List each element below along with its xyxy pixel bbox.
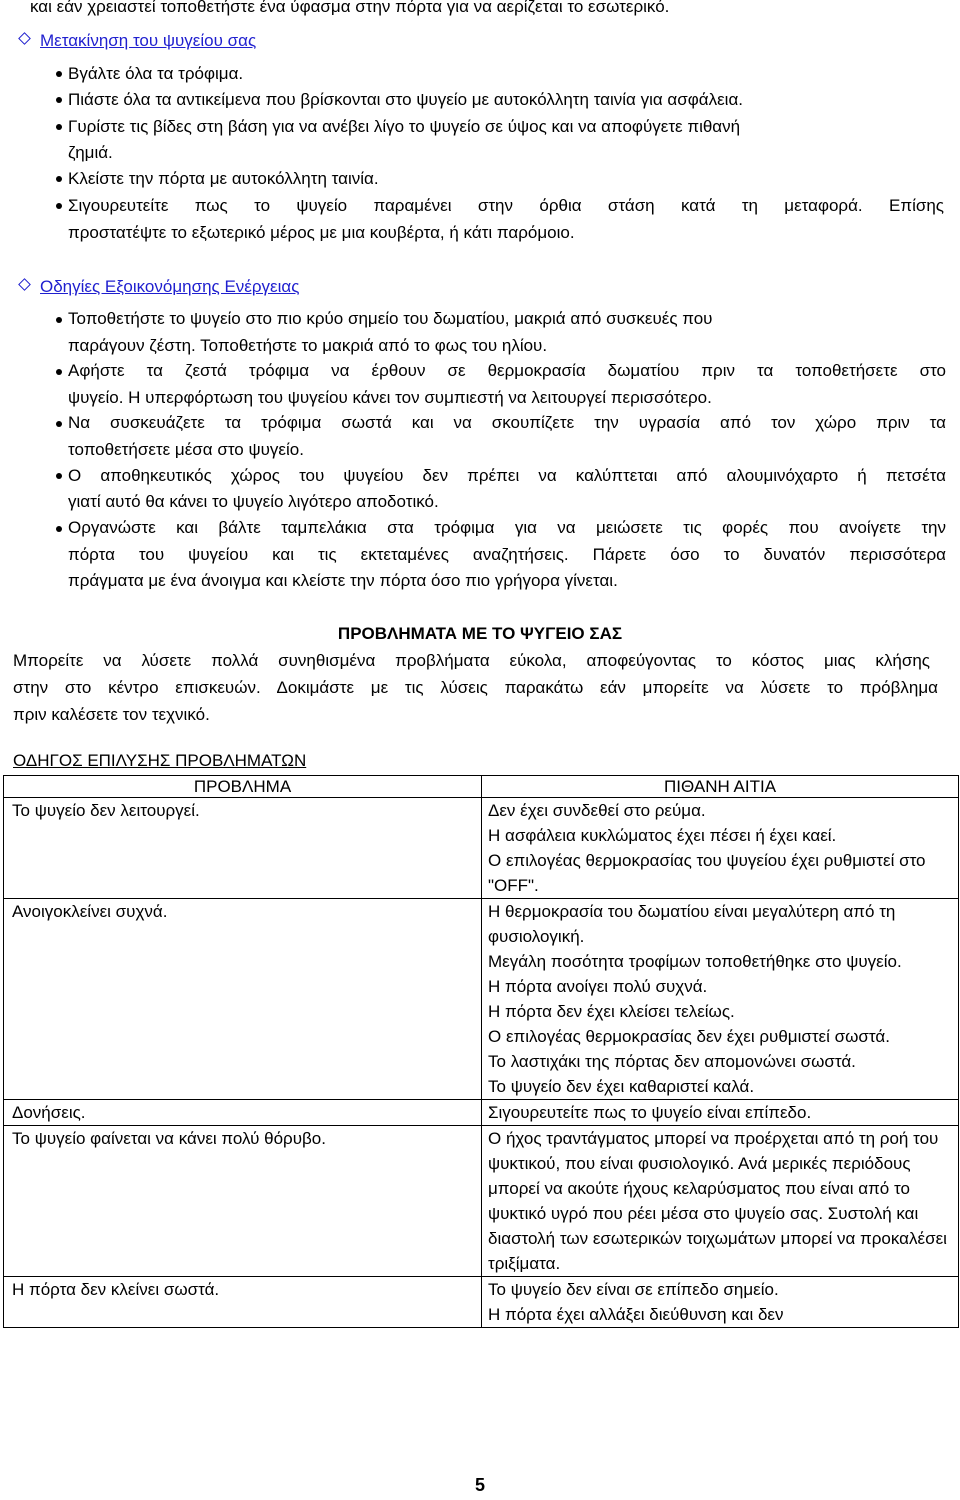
cause-text: Ο ήχος τραντάγματος μπορεί να προέρχεται από τη ροή του ψυκτικού, που είναι φυσιολογικό. Ανά μερικές περιόδους μπορεί να ακούτε ήχους κελαρύσματος που είναι από το ψυκτικό υγρό που ρέει μέσα στο ψυγείο σας. Συστολή και διαστολή των εσωτερικών τοιχωμάτων μπορεί να προκαλέσει τριξίματα.	[488, 1129, 947, 1273]
cause-cell	[482, 1126, 959, 1277]
energy-line: Αφήστε τα ζεστά τρόφιμα να έρθουν σε θερμοκρασία δωματίου πριν τα τοποθετήσετε στο	[68, 361, 946, 380]
bullet-icon	[56, 203, 62, 209]
bullet-icon	[56, 473, 62, 479]
cause-cell	[482, 1277, 959, 1328]
problem-cell: Το ψυγείο φαίνεται να κάνει πολύ θόρυβο.	[4, 1126, 482, 1277]
cause-text: Το ψυγείο δεν είναι σε επίπεδο σημείο.	[488, 1280, 779, 1299]
energy-heading-text: Οδηγίες Εξοικονόμησης Ενέργειας	[40, 277, 300, 296]
problem-cell: Η πόρτα δεν κλείνει σωστά.	[4, 1277, 482, 1328]
cause-text: Δεν έχει συνδεθεί στο ρεύμα.	[488, 801, 706, 820]
bullet-icon	[56, 71, 62, 77]
energy-line: γιατί αυτό θα κάνει το ψυγείο λιγότερο αποδοτικό.	[68, 492, 439, 511]
bullet-icon	[56, 97, 62, 103]
cause-text: Το λαστιχάκι της πόρτας δεν απομονώνει σωστά.	[488, 1052, 856, 1071]
bullet-icon	[56, 421, 62, 427]
moving-item: Πιάστε όλα τα αντικείμενα που βρίσκονται στο ψυγείο με αυτοκόλλητη ταινία για ασφάλεια.	[68, 90, 744, 109]
cause-text: Μεγάλη ποσότητα τροφίμων τοποθετήθηκε στο ψυγείο.	[488, 952, 902, 971]
moving-item-cont: ζημιά.	[68, 143, 113, 162]
diamond-icon	[18, 32, 31, 45]
energy-line: πράγματα με ένα άνοιγμα και κλείστε την πόρτα όσο πιο γρήγορα γίνεται.	[68, 571, 618, 590]
cause-cell	[482, 798, 959, 899]
guide-title: ΟΔΗΓΟΣ ΕΠΙΛΥΣΗΣ ΠΡΟΒΛΗΜΑΤΩΝ	[13, 751, 307, 770]
table-row	[4, 1126, 959, 1277]
column-header-cause: ΠΙΘΑΝΗ ΑΙΤΙΑ	[482, 776, 959, 798]
cause-text: Η πόρτα έχει αλλάξει διεύθυνση και δεν	[488, 1305, 784, 1324]
bullet-icon	[56, 317, 62, 323]
moving-item: Σιγουρευτείτε πως το ψυγείο παραμένει στην όρθια στάση κατά τη μεταφορά. Επίσης	[68, 196, 944, 215]
energy-line: παράγουν ζέστη. Τοποθετήστε το μακριά από το φως του ηλίου.	[68, 336, 548, 355]
energy-line: τοποθετήσετε μέσα στο ψυγείο.	[68, 440, 304, 459]
energy-line: Ο αποθηκευτικός χώρος του ψυγείου δεν πρέπει να καλύπτεται από αλουμινόχαρτο ή πετσέτα	[68, 466, 946, 485]
energy-line: ψυγείο. Η υπερφόρτωση του ψυγείου κάνει τον συμπιεστή να λειτουργεί περισσότερο.	[68, 388, 712, 407]
problems-intro-line: στην στο κέντρο επισκευών. Δοκιμάστε με τις λύσεις παρακάτω εάν μπορείτε να λύσετε το πρόβλημα	[13, 678, 938, 697]
bullet-icon	[56, 176, 62, 182]
problems-intro-line: Μπορείτε να λύσετε πολλά συνηθισμένα προβλήματα εύκολα, αποφεύγοντας το κόστος μιας κλήσης	[13, 651, 930, 670]
moving-item: Γυρίστε τις βίδες στη βάση για να ανέβει λίγο το ψυγείο σε ύψος και να αποφύγετε πιθανή	[68, 117, 741, 136]
energy-line: πόρτα του ψυγείου και τις εκτεταμένες αναζητήσεις. Πάρετε όσο το δυνατόν περισσότερα	[68, 545, 946, 564]
page-number: 5	[474, 1475, 485, 1495]
energy-line: Να συσκευάζετε τα τρόφιμα σωστά και να σκουπίζετε την υγρασία από τον χώρο πριν τα	[68, 413, 946, 432]
bullet-icon	[56, 526, 62, 532]
table-row	[4, 798, 959, 899]
problems-intro-line: πριν καλέσετε τον τεχνικό.	[13, 705, 210, 724]
problem-cell: Δονήσεις.	[4, 1100, 482, 1126]
cause-text: Η πόρτα ανοίγει πολύ συχνά.	[488, 977, 708, 996]
problem-cell: Ανοιγοκλείνει συχνά.	[4, 899, 482, 1100]
moving-item: Κλείστε την πόρτα με αυτοκόλλητη ταινία.	[68, 169, 379, 188]
column-header-problem: ΠΡΟΒΛΗΜΑ	[4, 776, 482, 798]
bullet-icon	[56, 124, 62, 130]
diamond-icon	[18, 278, 31, 291]
cause-text: Σιγουρευτείτε πως το ψυγείο είναι επίπεδο.	[488, 1103, 812, 1122]
troubleshooting-table	[3, 775, 959, 1328]
bullet-icon	[56, 369, 62, 375]
cause-text: Το ψυγείο δεν έχει καθαριστεί καλά.	[488, 1077, 755, 1096]
moving-heading	[17, 30, 256, 52]
cause-text: Η πόρτα δεν έχει κλείσει τελείως.	[488, 1002, 735, 1021]
cause-text: Η θερμοκρασία του δωματίου είναι μεγαλύτερη από τη φυσιολογική.	[488, 902, 896, 946]
cause-cell	[482, 899, 959, 1100]
energy-line: Οργανώστε και βάλτε ταμπελάκια στα τρόφιμα για να μειώσετε τις φορές που ανοίγετε την	[68, 518, 946, 537]
cause-text: Ο επιλογέας θερμοκρασίας του ψυγείου έχει ρυθμιστεί στο "OFF".	[488, 851, 926, 895]
table-row	[4, 1100, 959, 1126]
moving-item: Βγάλτε όλα τα τρόφιμα.	[68, 64, 244, 83]
problem-cell: Το ψυγείο δεν λειτουργεί.	[4, 798, 482, 899]
cause-cell	[482, 1100, 959, 1126]
problems-title: ΠΡΟΒΛΗΜΑΤΑ ΜΕ ΤΟ ΨΥΓΕΙΟ ΣΑΣ	[337, 624, 623, 643]
energy-heading	[17, 276, 299, 298]
moving-heading-text: Μετακίνηση του ψυγείου σας	[40, 31, 257, 50]
table-row	[4, 899, 959, 1100]
cause-text: Ο επιλογέας θερμοκρασίας δεν έχει ρυθμιστεί σωστά.	[488, 1027, 890, 1046]
top-line: και εάν χρειαστεί τοποθετήστε ένα ύφασμα στην πόρτα για να αερίζεται το εσωτερικό.	[30, 0, 670, 16]
table-header-row	[4, 776, 959, 798]
table-row	[4, 1277, 959, 1328]
moving-item-cont: προστατέψτε το εξωτερικό μέρος με μια κουβέρτα, ή κάτι παρόμοιο.	[68, 223, 575, 242]
cause-text: Η ασφάλεια κυκλώματος έχει πέσει ή έχει καεί.	[488, 826, 837, 845]
energy-line: Τοποθετήστε το ψυγείο στο πιο κρύο σημείο του δωματίου, μακριά από συσκευές που	[68, 309, 713, 328]
